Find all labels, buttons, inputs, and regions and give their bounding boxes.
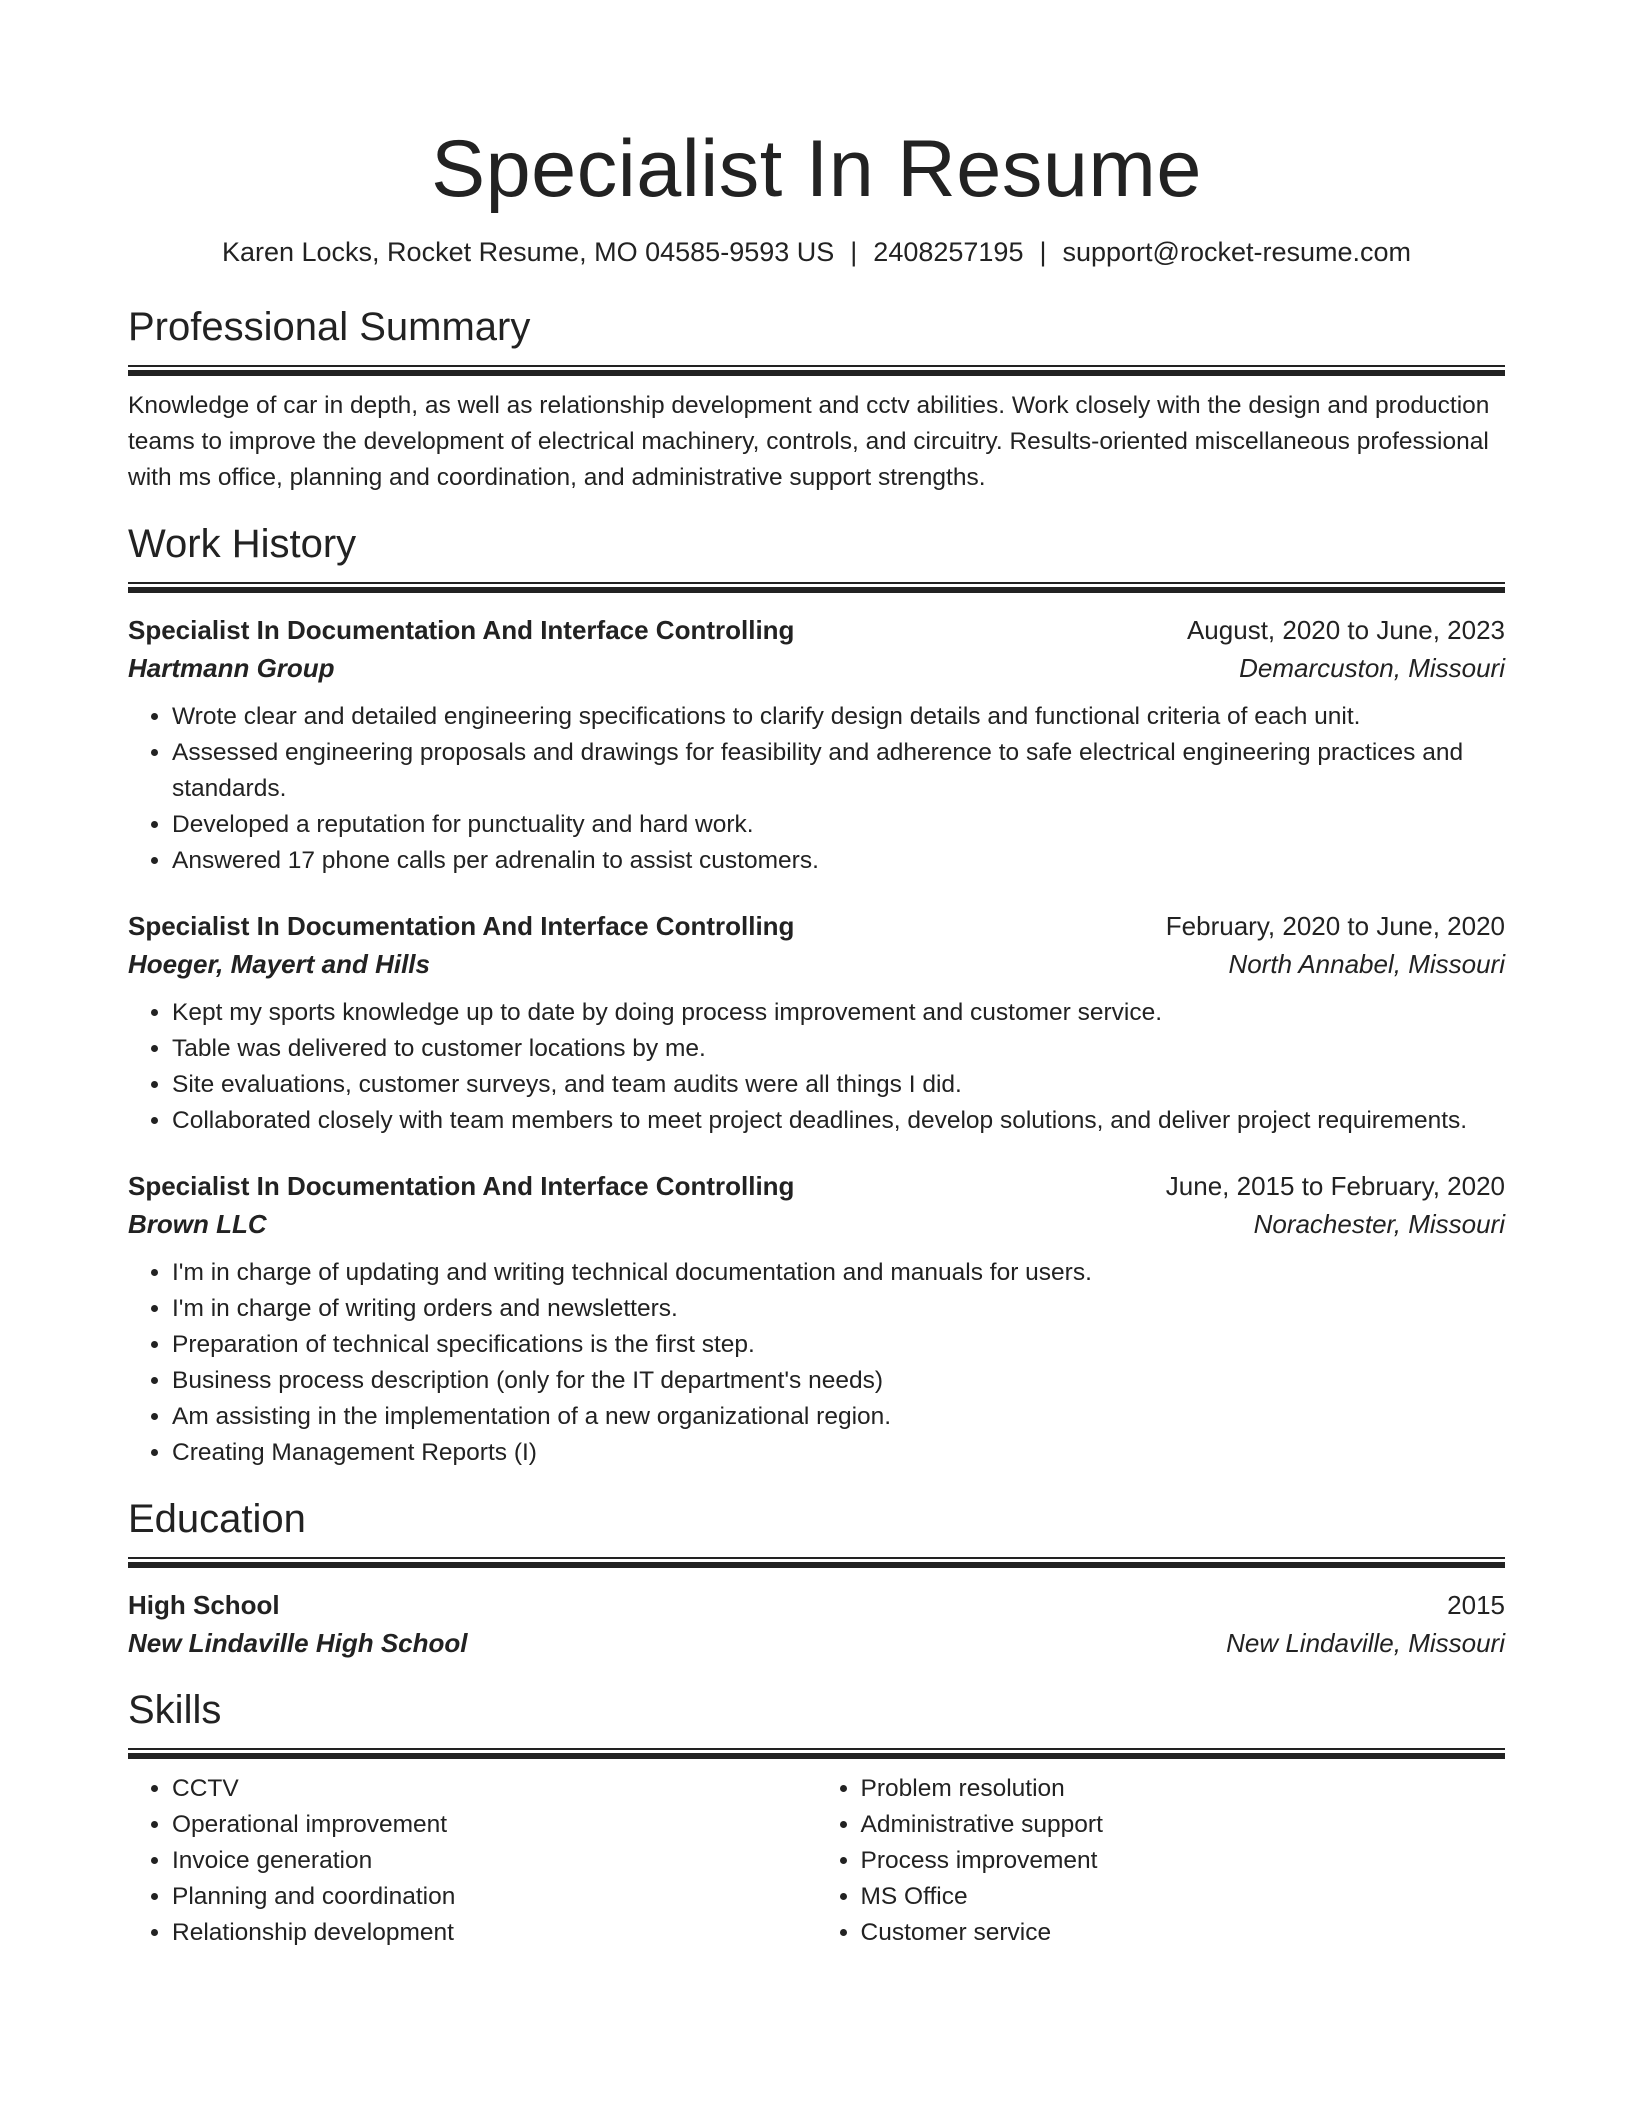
job-entry bbox=[128, 907, 1505, 1139]
section-divider bbox=[128, 582, 1505, 593]
job-dates: August, 2020 to June, 2023 bbox=[1186, 615, 1505, 645]
skills-columns bbox=[128, 1771, 1505, 1951]
education-year: 2015 bbox=[1447, 1590, 1505, 1620]
education-degree: High School bbox=[128, 1590, 280, 1620]
skill-item: • Customer service bbox=[861, 1915, 1506, 1951]
job-position: Specialist In Documentation And Interface Controlling bbox=[128, 615, 795, 645]
job-entry bbox=[128, 1167, 1505, 1471]
job-bullet: • Assessed engineering proposals and drawings for feasibility and adherence to safe electrical engineering practices and standards. bbox=[172, 735, 1505, 807]
job-bullet: • Business process description (only for the IT department's needs) bbox=[172, 1363, 1505, 1399]
job-bullets bbox=[128, 995, 1505, 1139]
job-position: Specialist In Documentation And Interface Controlling bbox=[128, 1171, 795, 1201]
resume-name: Specialist In Resume bbox=[431, 124, 1202, 214]
education-header-row bbox=[128, 1586, 1505, 1624]
job-bullet: • Site evaluations, customer surveys, and team audits were all things I did. bbox=[172, 1067, 1505, 1103]
job-dates: June, 2015 to February, 2020 bbox=[1165, 1171, 1505, 1201]
contact-address: Karen Locks, Rocket Resume, MO 04585-9593 US bbox=[221, 237, 835, 267]
job-bullets bbox=[128, 699, 1505, 879]
job-bullets bbox=[128, 1255, 1505, 1471]
job-company: Brown LLC bbox=[128, 1209, 267, 1239]
job-header-row bbox=[128, 611, 1505, 649]
contact-separator: | bbox=[1039, 237, 1047, 267]
job-bullet: • Collaborated closely with team members to meet project deadlines, develop solutions, and deliver project requirements. bbox=[172, 1103, 1505, 1139]
skill-item: • Planning and coordination bbox=[172, 1879, 817, 1915]
skills-list-left bbox=[128, 1771, 817, 1951]
section-divider bbox=[128, 365, 1505, 376]
job-location: Demarcuston, Missouri bbox=[1239, 653, 1505, 683]
job-location: Norachester, Missouri bbox=[1253, 1209, 1505, 1239]
job-bullet: • Answered 17 phone calls per adrenalin to assist customers. bbox=[172, 843, 1505, 879]
job-company-row bbox=[128, 945, 1505, 983]
section-title-skills: Skills bbox=[128, 1688, 222, 1732]
skill-item: • Relationship development bbox=[172, 1915, 817, 1951]
job-company: Hartmann Group bbox=[128, 653, 335, 683]
skill-item: • Process improvement bbox=[861, 1843, 1506, 1879]
education-entry bbox=[128, 1586, 1505, 1662]
job-position: Specialist In Documentation And Interface Controlling bbox=[128, 911, 795, 941]
job-bullet: • Preparation of technical specifications is the first step. bbox=[172, 1327, 1505, 1363]
summary-text: Knowledge of car in depth, as well as relationship development and cctv abilities. Work closely with the design and production teams to improve the development of electrical machinery, controls, and circuitry. Results-oriented miscellaneous professional with ms office, planning and coordination, and administrative support strengths. bbox=[128, 392, 1490, 491]
job-location: North Annabel, Missouri bbox=[1228, 949, 1505, 979]
contact-phone[interactable]: 2408257195 bbox=[873, 237, 1024, 267]
job-bullet: • Kept my sports knowledge up to date by doing process improvement and customer service. bbox=[172, 995, 1505, 1031]
job-dates: February, 2020 to June, 2020 bbox=[1165, 911, 1505, 941]
job-header-row bbox=[128, 907, 1505, 945]
job-bullet: • Table was delivered to customer locations by me. bbox=[172, 1031, 1505, 1067]
education-school: New Lindaville High School bbox=[128, 1628, 468, 1658]
job-bullet: • Am assisting in the implementation of a new organizational region. bbox=[172, 1399, 1505, 1435]
skill-item: • Invoice generation bbox=[172, 1843, 817, 1879]
job-company-row bbox=[128, 649, 1505, 687]
education-location: New Lindaville, Missouri bbox=[1226, 1628, 1505, 1658]
job-header-row bbox=[128, 1167, 1505, 1205]
contact-email[interactable]: support@rocket-resume.com bbox=[1062, 237, 1412, 267]
skills-list-right bbox=[817, 1771, 1506, 1951]
skill-item: • CCTV bbox=[172, 1771, 817, 1807]
section-title-education: Education bbox=[128, 1497, 306, 1541]
education-school-row bbox=[128, 1624, 1505, 1662]
section-title-summary: Professional Summary bbox=[128, 305, 531, 349]
contact-line bbox=[128, 235, 1505, 269]
section-title-work-history: Work History bbox=[128, 522, 357, 566]
job-entry bbox=[128, 611, 1505, 879]
skill-item: • Problem resolution bbox=[861, 1771, 1506, 1807]
skill-item: • MS Office bbox=[861, 1879, 1506, 1915]
job-bullet: • Creating Management Reports (I) bbox=[172, 1435, 1505, 1471]
section-divider bbox=[128, 1557, 1505, 1568]
job-company-row bbox=[128, 1205, 1505, 1243]
job-bullet: • Developed a reputation for punctuality and hard work. bbox=[172, 807, 1505, 843]
skill-item: • Operational improvement bbox=[172, 1807, 817, 1843]
section-divider bbox=[128, 1748, 1505, 1759]
job-bullet: • Wrote clear and detailed engineering specifications to clarify design details and functional criteria of each unit. bbox=[172, 699, 1505, 735]
skill-item: • Administrative support bbox=[861, 1807, 1506, 1843]
job-bullet: • I'm in charge of updating and writing technical documentation and manuals for users. bbox=[172, 1255, 1505, 1291]
contact-separator: | bbox=[850, 237, 858, 267]
job-company: Hoeger, Mayert and Hills bbox=[128, 949, 430, 979]
job-bullet: • I'm in charge of writing orders and newsletters. bbox=[172, 1291, 1505, 1327]
